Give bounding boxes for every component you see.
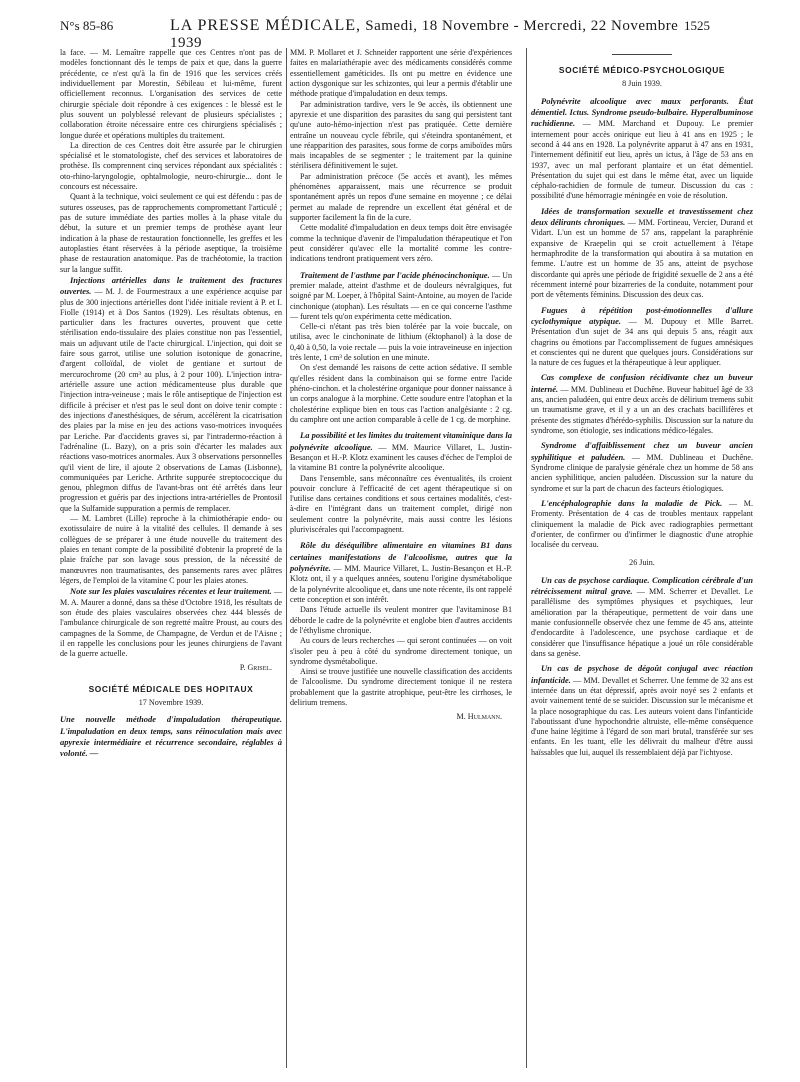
article-body: — MM. Maurice Villaret, L. Justin-Besançon et H.-P. Klotz examinent les causes d'échec de l'emploi de la vitamine B1 contre la polynévrite alcoolique.: [290, 442, 512, 473]
article-title: Une nouvelle méthode d'impaludation thérapeutique. L'impaludation en deux temps, sans réinoculation mais avec apyrexie intermédiaire et récurrence secondaire, réglables à volonté. —: [60, 714, 282, 759]
paragraph: Au cours de leurs recherches — qui seront continuées — on voit s'isoler peu à peu à côté du syndrome directement tonique, un syndrome dysmétabolique.: [290, 636, 512, 666]
column-3: [531, 48, 753, 758]
paragraph: Dans l'étude actuelle ils veulent montrer que l'avitaminose B1 déborde le cadre de la polynévrite et englobe bien d'autres accidents de l'éthylisme chronique.: [290, 605, 512, 635]
article-body: — Un premier malade, atteint d'asthme et de douleurs névralgiques, fut soigné par M. Loeper, à l'hôpital Saint-Antoine, au moyen de l'acide cinchonique (atophan). Les résultats — en ce qui concerne l'asthme — furent tels qu'on expérimenta cette médication.: [290, 270, 512, 321]
article-body: — MM. Maurice Villaret, L. Justin-Besançon et H.-P. Klotz ont, il y a quelques années, soutenu l'origine dysmétabolique de la polynévrite alcoolique et, dans une note récente, ils ont rappelé cette conception et son intérêt.: [290, 564, 512, 604]
article-body: — MM. Devallet et Scherrer. Une femme de 32 ans est internée dans un état dépressif, après avoir noyé ses 2 enfants et avoir vainement tenté de se suicider. Discussion sur le mécanisme et la place nosographique du cas. Les auteurs voient dans l'infanticide l'aboutissant d'une hypochondrie altruiste, elle-même conséquence d'une haine légitime à l'égard de son mari brutal, transférée sur ses enfants. En les tuant, elle les délivrait du malheur d'être aussi haïssables que lui, auquel ils ressemblaient déjà par l'ichtyose.: [531, 675, 753, 757]
article-title: Injections artérielles dans le traitement des fractures ouvertes.: [60, 274, 282, 297]
article-body: — MM. Scherrer et Devallet. Le parallélisme des symptômes physiques et psychiques, leur amélioration par la thérapeutique, permettent de voir dans une manie confusionnelle observée chez une femme de 45 ans, atteinte d'endocardite à l'adolescence, une psychose cardiaque et de considérer que l'insuffisance hépatique a joué un rôle considérable dans sa genèse.: [531, 587, 753, 658]
paragraph: la face. — M. Lemaître rappelle que ces Centres n'ont pas de modèles fonctionnant dès le temps de paix et que, dans la guerre précédente, ce n'est qu'à la fin de 1916 que les services créés individuellement par Morestin, Sébileau et lui-même, furent officiellement reconnus. L'organisation des services de cette chirurgie spéciale doit répondre à ces exigences : le blessé est le plus souvent un polyblessé relevant de plusieurs spécialistes ; collaboration étroite nécessaire entre ces chirurgiens spécialisés ; longue durée et opérations multiples du traitement.: [60, 48, 282, 140]
section-rule: [612, 54, 672, 55]
issue-number: N°s 85-86: [60, 18, 114, 33]
author-signature: P. Grisel.: [239, 663, 272, 673]
paragraph: On s'est demandé les raisons de cette action sédative. Il semble qu'elles résident dans la combinaison qui se forme entre l'acide phéno-cinchon. et la cholestérine organique pour donner naissance à un corps analogue à la morphine. Cette soudure entre l'atophan et la cholestérine explique bien en tous cas l'action analgésiante : 2 cg. du camphre ont une action comparable à celle de 1 cg. de morphine.: [290, 363, 512, 424]
article: [531, 305, 753, 369]
article-body: — MM. Marchand et Dupouy. Le premier internement pour accès onirique eut lieu à 41 ans en 1925 ; le second à 44 ans en 1928. La polynévrite apparut à 47 ans en 1931, l'internement définitif eut lieu, après un ictus, à l'âge de 53 ans en 1937, avec un mal perforant plantaire et un état démentiel. Présentation du sujet qui est dans le même état, avec un liquide céphalo-rachidien de formule de tumeur. Discussion du cas : possibilité d'une hémorragie méningée en voie de résolution.: [531, 119, 753, 201]
article-body: — MM. Dublineau et Duchêne. Syndrome clinique de paralysie générale chez un homme de 58 ans ancien syphilitique, ancien paludéen. Discussion sur la nature du syndrome et sur la part de chacun des facteurs étiologiques.: [531, 452, 753, 493]
article-title: Cas complexe de confusion récidivante chez un buveur interné.: [531, 372, 753, 394]
article-title: Traitement de l'asthme par l'acide phénocinchonique.: [300, 269, 490, 280]
paragraph: Ainsi se trouve justifiée une nouvelle classification des accidents de l'alcoolisme. Du syndrome directement tonique il ne restera probablement que la gastrite atrophique, peut-être les cirrhoses, le delirium tremens.: [290, 667, 512, 708]
article: [60, 275, 282, 514]
article: [290, 430, 512, 473]
running-title: [170, 17, 710, 52]
paragraph: MM. P. Mollaret et J. Schneider rapportent une série d'expériences faites en malariathérapie avec des médicaments considérés comme essentiellement gaméticides. Ils ont pu mettre en évidence une action dysgonique sur les schizontes, qui leur a permis d'établir une méthode pratique d'impaludation en deux temps.: [290, 48, 512, 99]
article: [531, 96, 753, 202]
article-body: — M. A. Maurer a donné, dans sa thèse d'Octobre 1918, les résultats de son étude des plaies vasculaires observées chez 444 blessés de l'ambulance chirurgicale de son regretté maître Proust, au cours des campagnes de la Somme, de Champagne, de Verdun et de l'Aisne ; il en rappelle les conclusions pour les jeunes chirurgiens de l'avant de la guerre actuelle.: [60, 587, 282, 659]
article: [60, 586, 282, 659]
page-number: 1525: [684, 18, 710, 33]
session-date: 8 Juin 1939.: [622, 79, 662, 89]
column-rule: [526, 48, 527, 1068]
article-title: Fugues à répétition post-émotionnelles d'allure cyclothymique atypique.: [531, 304, 753, 326]
article-title: Polynévrite alcoolique avec maux perforants. État démentiel. Ictus. Syndrome pseudo-bulbaire. Hyperalbuminose rachidienne.: [531, 95, 753, 129]
paragraph: Par administration tardive, vers le 9e accès, ils obtiennent une apyrexie et une disparition des parasites du sang qui persistent tant qu'une auto-hémo-injection n'est pas pratiquée. Cette dernière entraîne un nouveau cycle fébrile, qui s'éteindra spontanément, et une réapparition des parasites, sous forme de corps amiboïdes mûrs mais incapables de se segmenter ; le traitement par la quinine stérilisera définitivement le sujet.: [290, 99, 512, 171]
article: [290, 540, 512, 605]
article-body: — MM. Fortineau, Vercier, Durand et Vidart. L'un est un homme de 57 ans, rappelant la paraphrénie expansive de Kraepelin qui se croit actuellement à l'étape hermaphrodite de la transformation qui aboutira à sa mutation en femme. L'autre est un homme de 35 ans, atteint de psychose discordante qui après une période de frigidité sexuelle de 2 ans a été récemment interné pour bizarreries de la conduite, notamment pour port de vêtements féminins. Discussion des deux cas.: [531, 218, 753, 300]
article-body: — M. J. de Fourmestraux a une expérience acquise par plus de 300 injections artérielles dont l'idée initiale revient à P. et I. Fiolle (1914) et à Dos Santos (1929). Les résultats obtenus, en particulier dans les fractures ouvertes, prouvent que cette stérilisation endo-tissulaire des plaies constitue non pas l'essentiel, mais un adjuvant utile de l'acte chirurgical. L'injection, qui doit se faire sous garrot, utilise une solution isotonique de gonacrine, d'argent colloïdal, de violet de gentiane et surtout de mercurochrome (20 cm³ au plus, à 2 pour 100). L'injection intra-artérielle assure une action médicamenteuse plus durable que l'injection intra-veineuse ; mais le rôle antiseptique de l'injection est difficile à préciser et n'est pas le seul dont on doive tenir compte : des injections d'anesthésiques, de sérum, accélèrent la cicatrisation des plaies par la mise en jeu des actions vaso-motrices invoquées par Leriche. Par d'accidents graves si, par l'intradermo-réaction à l'adrénaline (L. Bazy), on a pris soin d'écarter les malades aux réactions vaso-motrices anormales. Aux 3 observations personnelles qu'il vient de lire, il ajoute 2 observations de Lamas (Lisbonne), communiquées par Leriche. Arthrite suppurée streptococcique du genou, phlegmon diffus de l'avant-bras ont été arrêtés dans leur progression et guéris par des injections intra-artérielles de Prontosil que la Sulfamide suppuration a permis de remplacer.: [60, 287, 282, 513]
page-header: [60, 17, 710, 51]
author-signature: M. Hulmann.: [456, 712, 502, 722]
article-title: La possibilité et les limites du traitement vitaminique dans la polynévrite alcoolique.: [290, 430, 512, 452]
session-date: 26 Juin.: [629, 558, 655, 568]
article-title: Idées de transformation sexuelle et travestissement chez deux délirants chroniques.: [531, 205, 753, 228]
column-1: [60, 48, 282, 760]
session-date: 17 Novembre 1939.: [138, 698, 204, 708]
article: [531, 440, 753, 494]
article: [531, 575, 753, 660]
article-title: Rôle du déséquilibre alimentaire en vitamines B1 dans certaines manifestations de l'alcoolisme, autres que la polynévrite.: [290, 540, 512, 573]
article: [290, 270, 512, 323]
article-title: L'encéphalographie dans la maladie de Pick.: [541, 497, 723, 508]
section-heading: SOCIÉTÉ MÉDICALE DES HOPITAUX: [88, 683, 254, 694]
paragraph: — M. Lambret (Lille) reproche à la chimiothérapie endo- ou exotissulaire de nuire à la vitalité des cellules. Il demande à ses collègues de se préparer à une étude nouvelle du traitement des plaies en tenant compte de la possibilité d'obtenir la propreté de la plaie fraîche par son lavage sous pression, de la nécessité de manœuvres non traumatisantes, des pansements rares avec plâtres légers, de l'emploi de la vitamine C pour les plaies atones.: [60, 514, 282, 585]
journal-name: LA PRESSE MÉDICALE,: [170, 17, 362, 34]
article: [531, 498, 753, 551]
paragraph: Par administration précoce (5e accès et avant), les mêmes phénomènes apparaissent, mais une récurrence se produit spontanément après un repos d'une semaine en moyenne ; ce délai permet au malade de reprendre un excellent état général et de supporter facilement la fin de la cure.: [290, 171, 512, 222]
column-rule: [286, 48, 287, 1068]
article: [531, 372, 753, 436]
article-body: — MM. Dublineau et Duchêne. Buveur habituel âgé de 33 ans, ancien paludéen, qui entre deux accès de délirium tremens subit un traumatisme grave, et il y a un an des crachats bacillifères et présente des stigmates d'hérédo-syphilis. Discussion sur la nature du syndrome, son étiologie, ses indications médico-légales.: [531, 384, 753, 435]
column-2: [290, 48, 512, 729]
article-body: — M. Fromenty. Présentation de 4 cas de troubles mentaux rappelant cliniquement la maladie de Pick avec radiographies permettant d'orienter, de confirmer ou d'infirmer le diagnostic d'une atrophie localisée du cerveau.: [531, 498, 753, 550]
paragraph: La direction de ces Centres doit être assurée par le chirurgien spécialisé et le stomatologiste, chef des services et laboratoires de prothèse. Ils comprennent cinq services répondant aux spécialités : oto-rhino-laryngologie, ophtalmologie, neuro-chirurgie... dont le concours est nécessaire.: [60, 140, 282, 192]
article: [60, 714, 282, 759]
article-title: Note sur les plaies vasculaires récentes et leur traitement.: [70, 586, 272, 597]
article: [531, 663, 753, 758]
section-heading: SOCIÉTÉ MÉDICO-PSYCHOLOGIQUE: [558, 65, 726, 75]
article-body: — M. Dupouy et Mlle Barret. Présentation d'un sujet de 34 ans qui depuis 5 ans, réagit aux chagrins ou émotions par l'accomplissement de fugues amnésiques et conscientes qui ne durent que quelques jours. Considérations sur la nature de ces fugues et la thérapeutique à leur appliquer.: [531, 316, 753, 368]
article: [531, 206, 753, 301]
paragraph: Cette modalité d'impaludation en deux temps doit être envisagée comme la technique d'avenir de l'impaludation thérapeutique et l'on peut considérer qu'avec elle la mortalité comme les contre-indications tendront pratiquement vers zéro.: [290, 223, 512, 264]
article-title: Syndrome d'affaiblissement chez un buveur ancien syphilitique et paludéen.: [531, 440, 753, 462]
paragraph: Quant à la technique, voici seulement ce qui est défendu : pas de sutures osseuses, pas de rapprochements compromettant l'articulé ; pas de suture immédiate des parties molles à la phase vitale du début, la suture et un premier temps de prothèse ayant leur indication à la phase de restauration fonctionnelle, les greffes et les autoplasties étant réservées à la période aseptique, la troisième phase de restauration anatomique. Pas de trachéotomie, la traction sur la langue suffit.: [60, 192, 282, 274]
article-title: Un cas de psychose de dégoût conjugal avec réaction infanticide.: [531, 663, 753, 685]
article-title: Un cas de psychose cardiaque. Complication cérébrale d'un rétrécissement mitral grave.: [531, 574, 753, 597]
paragraph: Dans l'ensemble, sans méconnaître ces éventualités, ils croient pouvoir conclure à l'efficacité de cet agent thérapeutique si on l'utilise dans certaines conditions et sous certaines modalités, c'est-à-dire en l'intégrant dans un traitement complet, dirigé non seulement contre la polynévrite, mais aussi contre les lésions pluriviscérales qui l'accompagnent.: [290, 473, 512, 535]
issue-date: Samedi, 18 Novembre - Mercredi, 22 Novembre 1939: [170, 18, 679, 51]
paragraph: Celle-ci n'étant pas très bien tolérée par la voie buccale, on utilisa, avec le cinchoninate de lithium (éktophanol) à la dose de 0,40 à 0,50, la voie rectale — puis la voie intraveineuse en injection très lente, 1 cm³ de solution en une minute.: [290, 322, 512, 363]
